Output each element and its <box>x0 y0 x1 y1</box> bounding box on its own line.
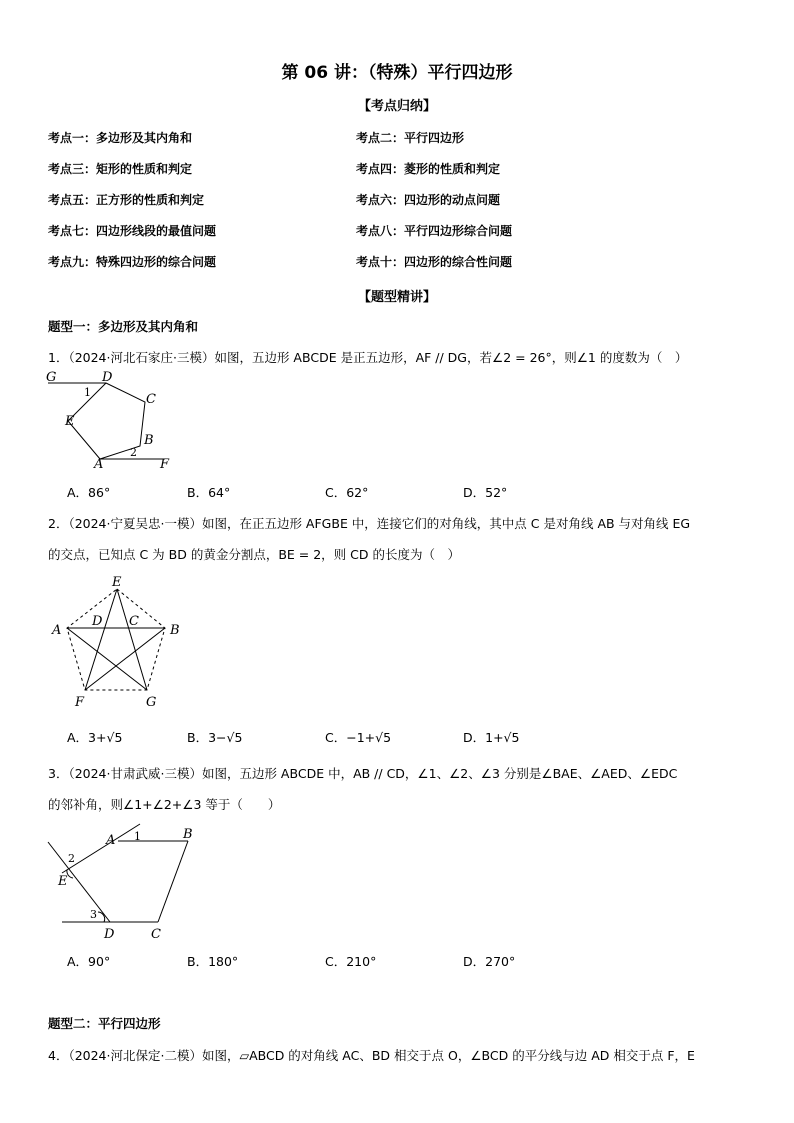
type-2-heading: 题型二：平行四边形 <box>48 1016 161 1031</box>
q1-angle-1: 1 <box>84 386 91 399</box>
q2-diagonal-bf <box>85 628 165 690</box>
q2-option-d: D．1+√5 <box>463 730 520 745</box>
q2-stem-line-2: 的交点，已知点 C 为 BD 的黄金分割点，BE = 2，则 CD 的长度为（ ） <box>48 547 460 562</box>
q2-stem-line-1: 2．（2024·宁夏吴忠·一模）如图，在正五边形 AFGBE 中，连接它们的对角线，其中点 C 是对角线 AB 与对角线 EG <box>48 516 691 531</box>
q3-angle-1: 1 <box>134 830 141 843</box>
q2-option-c: C．−1+√5 <box>325 730 392 745</box>
q2-option-b: B．3−√5 <box>187 730 243 745</box>
q2-label-c: C <box>129 614 139 629</box>
q2-label-a: A <box>52 623 62 638</box>
q2-label-e: E <box>112 575 122 590</box>
q1-label-d: D <box>102 370 113 385</box>
section-types-heading: 【题型精讲】 <box>357 290 436 305</box>
q3-label-c: C <box>151 927 161 942</box>
type-1-heading: 题型一：多边形及其内角和 <box>48 319 199 334</box>
q3-label-b: B <box>183 827 193 842</box>
q3-label-e: E <box>58 874 68 889</box>
kaodian-10: 考点十：四边形的综合性问题 <box>356 255 513 269</box>
q1-option-d: D．52° <box>463 485 508 500</box>
q1-label-f: F <box>160 457 170 472</box>
q3-option-b: B．180° <box>187 954 239 969</box>
q3-stem-line-2: 的邻补角，则∠1+∠2+∠3 等于（ ） <box>48 797 281 812</box>
q3-label-a: A <box>106 833 116 848</box>
q1-option-a: A．86° <box>67 485 111 500</box>
q3-angle-2: 2 <box>68 852 75 865</box>
section-summary-heading: 【考点归纳】 <box>357 99 436 114</box>
q3-arc-2 <box>67 870 73 878</box>
q3-stem-line-1: 3．（2024·甘肃武威·三模）如图，五边形 ABCDE 中，AB // CD，∠1、∠2、∠3 分别是∠BAE、∠AED、∠EDC <box>48 766 678 781</box>
kaodian-8: 考点八：平行四边形综合问题 <box>356 224 513 238</box>
q2-diagonal-ef <box>85 589 117 690</box>
q1-label-a: A <box>94 457 104 472</box>
q1-pentagon-figure <box>40 368 180 476</box>
q2-label-g: G <box>146 695 157 710</box>
q2-label-d: D <box>92 614 103 629</box>
kaodian-7: 考点七：四边形线段的最值问题 <box>48 224 217 238</box>
q2-diagonal-ag <box>67 628 147 690</box>
q3-option-c: C．210° <box>325 954 377 969</box>
q1-label-c: C <box>146 392 156 407</box>
q1-label-e: E <box>65 414 75 429</box>
q2-label-f: F <box>75 695 85 710</box>
q4-stem-line-1: 4．（2024·河北保定·二模）如图，▱ABCD 的对角线 AC、BD 相交于点 O，∠BCD 的平分线与边 AD 相交于点 F，E <box>48 1048 695 1063</box>
q3-label-d: D <box>104 927 115 942</box>
q2-star-pentagon-figure <box>45 572 190 712</box>
q2-option-a: A．3+√5 <box>67 730 123 745</box>
kaodian-3: 考点三：矩形的性质和判定 <box>48 162 193 176</box>
q1-option-b: B．64° <box>187 485 231 500</box>
q3-pentagon-figure <box>40 822 210 944</box>
q2-diagonal-eg <box>117 589 147 690</box>
kaodian-9: 考点九：特殊四边形的综合问题 <box>48 255 217 269</box>
q3-option-d: D．270° <box>463 954 516 969</box>
q3-line-ea-extended <box>62 824 140 873</box>
kaodian-4: 考点四：菱形的性质和判定 <box>356 162 501 176</box>
page-title: 第 06 讲：（特殊）平行四边形 <box>281 63 513 83</box>
q3-angle-3: 3 <box>90 908 97 921</box>
q1-label-b: B <box>144 433 154 448</box>
q1-option-c: C．62° <box>325 485 369 500</box>
q1-stem: 1．（2024·河北石家庄·三模）如图，五边形 ABCDE 是正五边形，AF // DG，若∠2 = 26°，则∠1 的度数为（ ） <box>48 350 688 365</box>
kaodian-1: 考点一：多边形及其内角和 <box>48 131 193 145</box>
q1-label-g: G <box>46 370 57 385</box>
kaodian-6: 考点六：四边形的动点问题 <box>356 193 501 207</box>
q3-segment-bc <box>158 841 188 922</box>
kaodian-5: 考点五：正方形的性质和判定 <box>48 193 205 207</box>
q3-option-a: A．90° <box>67 954 111 969</box>
kaodian-2: 考点二：平行四边形 <box>356 131 465 145</box>
q2-label-b: B <box>170 623 180 638</box>
q1-angle-2: 2 <box>130 446 137 459</box>
